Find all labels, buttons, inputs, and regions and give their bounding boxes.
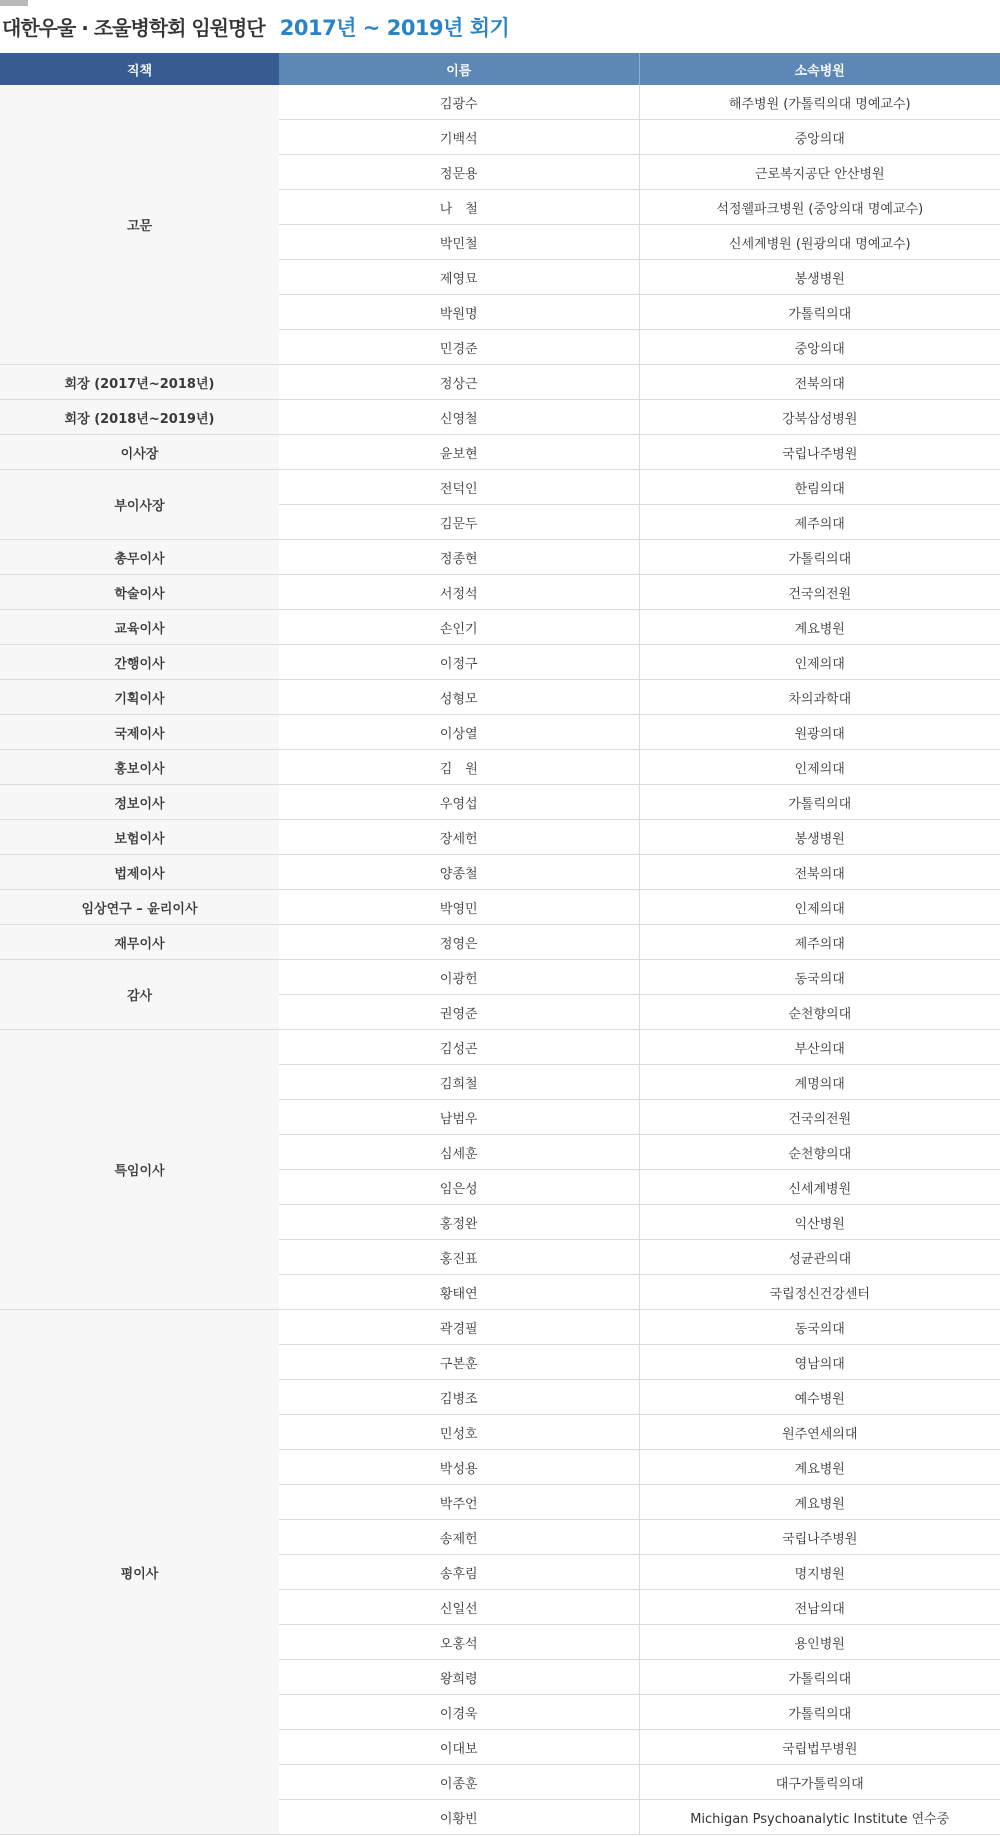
role-cell: 정보이사 [0, 785, 279, 820]
name-cell: 남범우 [279, 1100, 639, 1135]
role-cell: 학술이사 [0, 575, 279, 610]
hospital-cell: 신세계병원 [639, 1170, 1000, 1205]
name-cell: 정종현 [279, 540, 639, 575]
table-row [0, 925, 1000, 960]
page-title-text: 대한우울 · 조울병학회 임원명단 [2, 16, 265, 40]
hospital-cell: 건국의전원 [639, 575, 1000, 610]
hospital-cell: 전북의대 [639, 855, 1000, 890]
hospital-cell: 중앙의대 [639, 120, 1000, 155]
name-cell: 기백석 [279, 120, 639, 155]
role-cell: 부이사장 [0, 470, 279, 540]
table-row [0, 470, 1000, 505]
name-cell: 박영민 [279, 890, 639, 925]
table-row [0, 540, 1000, 575]
name-cell: 신일선 [279, 1590, 639, 1625]
name-cell: 장세헌 [279, 820, 639, 855]
name-cell: 심세훈 [279, 1135, 639, 1170]
hospital-cell: 국립정신건강센터 [639, 1275, 1000, 1310]
name-cell: 정영은 [279, 925, 639, 960]
column-header-hospital: 소속병원 [639, 53, 1000, 85]
name-cell: 이광헌 [279, 960, 639, 995]
table-row [0, 1310, 1000, 1345]
hospital-cell: Michigan Psychoanalytic Institute 연수중 [639, 1800, 1000, 1835]
name-cell: 전덕인 [279, 470, 639, 505]
name-cell: 송제헌 [279, 1520, 639, 1555]
hospital-cell: 익산병원 [639, 1205, 1000, 1240]
name-cell: 홍진표 [279, 1240, 639, 1275]
name-cell: 홍정완 [279, 1205, 639, 1240]
role-cell: 회장 (2017년~2018년) [0, 365, 279, 400]
hospital-cell: 가톨릭의대 [639, 295, 1000, 330]
hospital-cell: 제주의대 [639, 505, 1000, 540]
role-cell: 임상연구 – 윤리이사 [0, 890, 279, 925]
name-cell: 이황빈 [279, 1800, 639, 1835]
hospital-cell: 대구가톨릭의대 [639, 1765, 1000, 1800]
name-cell: 박주언 [279, 1485, 639, 1520]
role-cell: 회장 (2018년~2019년) [0, 400, 279, 435]
table-row [0, 365, 1000, 400]
hospital-cell: 부산의대 [639, 1030, 1000, 1065]
role-cell: 홍보이사 [0, 750, 279, 785]
hospital-cell: 전남의대 [639, 1590, 1000, 1625]
table-row [0, 435, 1000, 470]
table-row [0, 785, 1000, 820]
table-row [0, 1030, 1000, 1065]
table-row [0, 820, 1000, 855]
name-cell: 이정구 [279, 645, 639, 680]
role-cell: 기획이사 [0, 680, 279, 715]
name-cell: 박원명 [279, 295, 639, 330]
role-cell: 이사장 [0, 435, 279, 470]
role-cell: 보험이사 [0, 820, 279, 855]
name-cell: 김 원 [279, 750, 639, 785]
top-accent-bar [0, 0, 28, 6]
table-row [0, 575, 1000, 610]
hospital-cell: 가톨릭의대 [639, 1695, 1000, 1730]
hospital-cell: 원주연세의대 [639, 1415, 1000, 1450]
hospital-cell: 용인병원 [639, 1625, 1000, 1660]
role-cell: 특임이사 [0, 1030, 279, 1310]
hospital-cell: 순천향의대 [639, 995, 1000, 1030]
name-cell: 정상근 [279, 365, 639, 400]
name-cell: 우영섭 [279, 785, 639, 820]
name-cell: 이상열 [279, 715, 639, 750]
hospital-cell: 근로복지공단 안산병원 [639, 155, 1000, 190]
hospital-cell: 건국의전원 [639, 1100, 1000, 1135]
hospital-cell: 전북의대 [639, 365, 1000, 400]
hospital-cell: 제주의대 [639, 925, 1000, 960]
name-cell: 서정석 [279, 575, 639, 610]
hospital-cell: 성균관의대 [639, 1240, 1000, 1275]
hospital-cell: 강북삼성병원 [639, 400, 1000, 435]
name-cell: 이경욱 [279, 1695, 639, 1730]
hospital-cell: 계요병원 [639, 1450, 1000, 1485]
name-cell: 김희철 [279, 1065, 639, 1100]
name-cell: 황태연 [279, 1275, 639, 1310]
page-title [2, 12, 509, 44]
name-cell: 제영묘 [279, 260, 639, 295]
table-body [0, 85, 1000, 1835]
table-row [0, 855, 1000, 890]
name-cell: 오홍석 [279, 1625, 639, 1660]
table-row [0, 680, 1000, 715]
hospital-cell: 영남의대 [639, 1345, 1000, 1380]
hospital-cell: 동국의대 [639, 960, 1000, 995]
name-cell: 곽경필 [279, 1310, 639, 1345]
role-cell: 법제이사 [0, 855, 279, 890]
name-cell: 박민철 [279, 225, 639, 260]
table-header-row [0, 53, 1000, 85]
name-cell: 구본훈 [279, 1345, 639, 1380]
name-cell: 손인기 [279, 610, 639, 645]
hospital-cell: 국립나주병원 [639, 435, 1000, 470]
role-cell: 총무이사 [0, 540, 279, 575]
column-header-role: 직책 [0, 53, 279, 85]
hospital-cell: 석정웰파크병원 (중앙의대 명예교수) [639, 190, 1000, 225]
table-row [0, 85, 1000, 120]
hospital-cell: 인제의대 [639, 645, 1000, 680]
name-cell: 민성호 [279, 1415, 639, 1450]
hospital-cell: 가톨릭의대 [639, 785, 1000, 820]
name-cell: 김성곤 [279, 1030, 639, 1065]
name-cell: 정문용 [279, 155, 639, 190]
page-title-period: 2017년 ~ 2019년 회기 [279, 16, 510, 40]
hospital-cell: 순천향의대 [639, 1135, 1000, 1170]
table-row [0, 610, 1000, 645]
name-cell: 권영준 [279, 995, 639, 1030]
role-cell: 감사 [0, 960, 279, 1030]
name-cell: 김병조 [279, 1380, 639, 1415]
name-cell: 윤보현 [279, 435, 639, 470]
name-cell: 송후림 [279, 1555, 639, 1590]
hospital-cell: 국립법무병원 [639, 1730, 1000, 1765]
name-cell: 박성용 [279, 1450, 639, 1485]
role-cell: 고문 [0, 85, 279, 365]
hospital-cell: 한림의대 [639, 470, 1000, 505]
hospital-cell: 가톨릭의대 [639, 540, 1000, 575]
name-cell: 이종훈 [279, 1765, 639, 1800]
hospital-cell: 중앙의대 [639, 330, 1000, 365]
table-row [0, 645, 1000, 680]
role-cell: 평이사 [0, 1310, 279, 1835]
hospital-cell: 가톨릭의대 [639, 1660, 1000, 1695]
table-row [0, 715, 1000, 750]
name-cell: 신영철 [279, 400, 639, 435]
table-row [0, 960, 1000, 995]
name-cell: 김문두 [279, 505, 639, 540]
role-cell: 국제이사 [0, 715, 279, 750]
hospital-cell: 계명의대 [639, 1065, 1000, 1100]
name-cell: 왕희령 [279, 1660, 639, 1695]
hospital-cell: 예수병원 [639, 1380, 1000, 1415]
hospital-cell: 계요병원 [639, 610, 1000, 645]
table-row [0, 750, 1000, 785]
hospital-cell: 봉생병원 [639, 820, 1000, 855]
name-cell: 김광수 [279, 85, 639, 120]
hospital-cell: 해주병원 (가톨릭의대 명예교수) [639, 85, 1000, 120]
hospital-cell: 명지병원 [639, 1555, 1000, 1590]
hospital-cell: 동국의대 [639, 1310, 1000, 1345]
name-cell: 민경준 [279, 330, 639, 365]
table-row [0, 400, 1000, 435]
table-row [0, 890, 1000, 925]
hospital-cell: 계요병원 [639, 1485, 1000, 1520]
officer-table [0, 53, 1000, 1835]
hospital-cell: 인제의대 [639, 890, 1000, 925]
name-cell: 임은성 [279, 1170, 639, 1205]
hospital-cell: 원광의대 [639, 715, 1000, 750]
role-cell: 교육이사 [0, 610, 279, 645]
hospital-cell: 신세계병원 (원광의대 명예교수) [639, 225, 1000, 260]
hospital-cell: 인제의대 [639, 750, 1000, 785]
column-header-name: 이름 [279, 53, 639, 85]
hospital-cell: 봉생병원 [639, 260, 1000, 295]
hospital-cell: 차의과학대 [639, 680, 1000, 715]
name-cell: 이대보 [279, 1730, 639, 1765]
name-cell: 성형모 [279, 680, 639, 715]
role-cell: 재무이사 [0, 925, 279, 960]
name-cell: 나 철 [279, 190, 639, 225]
hospital-cell: 국립나주병원 [639, 1520, 1000, 1555]
role-cell: 간행이사 [0, 645, 279, 680]
name-cell: 양종철 [279, 855, 639, 890]
